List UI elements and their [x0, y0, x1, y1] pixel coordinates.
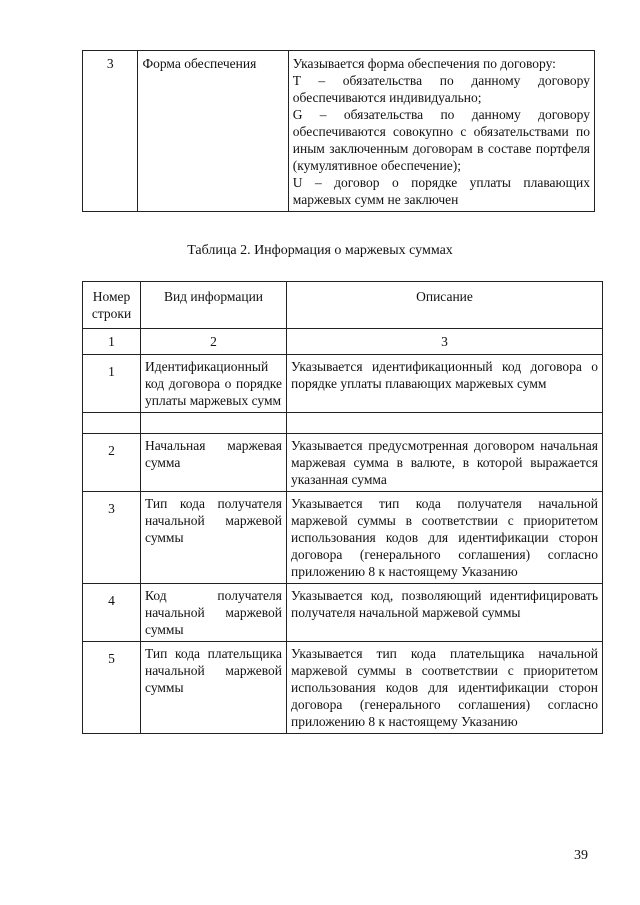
table-continuation — [82, 50, 595, 212]
row-number: 4 — [83, 584, 141, 642]
column-header: Номер строки — [83, 282, 141, 329]
margin-info-table — [82, 281, 603, 734]
description-line: U – договор о порядке уплаты плавающих маржевых сумм не заключен — [292, 175, 590, 207]
table-row — [83, 434, 603, 492]
table-row — [83, 642, 603, 734]
row-name: Тип кода плательщика начальной маржевой суммы — [141, 642, 287, 734]
row-description: Указывается тип кода плательщика начальной маржевой суммы в соответствии с приоритетом использования кодов для идентификации сторон договора (генерального соглашения) согласно приложению 8 к настоящему Указанию — [287, 642, 603, 734]
row-number: 1 — [83, 355, 141, 413]
row-description: Указывается идентификационный код договора о порядке уплаты плавающих маржевых сумм — [287, 355, 603, 413]
row-number: 3 — [83, 51, 138, 212]
column-index-row — [83, 329, 603, 355]
table-row — [83, 492, 603, 584]
column-index: 1 — [83, 329, 141, 355]
column-header: Описание — [287, 282, 603, 329]
description-line: Указывается форма обеспечения по договору: — [292, 56, 556, 71]
row-name: Идентификационный код договора о порядке уплаты маржевых сумм — [141, 355, 287, 413]
row-number: 5 — [83, 642, 141, 734]
row-description: Указывается тип кода получателя начальной маржевой суммы в соответствии с приоритетом использования кодов для идентификации сторон договора (генерального соглашения) согласно приложению 8 к настоящему Указанию — [287, 492, 603, 584]
row-number: 2 — [83, 434, 141, 492]
row-spacer — [83, 413, 603, 434]
table-caption: Таблица 2. Информация о маржевых суммах — [187, 243, 453, 258]
table-header-row — [83, 282, 603, 329]
row-name: Код получателя начальной маржевой суммы — [141, 584, 287, 642]
row-description: Указывается предусмотренная договором начальная маржевая сумма в валюте, в которой выражается указанная сумма — [287, 434, 603, 492]
table-row — [83, 355, 603, 413]
description-line: T – обязательства по данному договору обеспечиваются индивидуально; — [292, 73, 590, 105]
table-row — [83, 51, 595, 212]
row-description — [288, 51, 594, 212]
row-name: Форма обеспечения — [138, 51, 288, 212]
row-number: 3 — [83, 492, 141, 584]
column-index: 2 — [141, 329, 287, 355]
description-line: G – обязательства по данному договору обеспечиваются совокупно с обязательствами по иным заключенным договорам в составе портфеля (кумулятивное обеспечение); — [292, 107, 590, 173]
page-number: 39 — [574, 848, 588, 863]
table-row — [83, 584, 603, 642]
row-name: Тип кода получателя начальной маржевой суммы — [141, 492, 287, 584]
row-description: Указывается код, позволяющий идентифицировать получателя начальной маржевой суммы — [287, 584, 603, 642]
column-index: 3 — [287, 329, 603, 355]
column-header: Вид информации — [141, 282, 287, 329]
row-name: Начальная маржевая сумма — [141, 434, 287, 492]
